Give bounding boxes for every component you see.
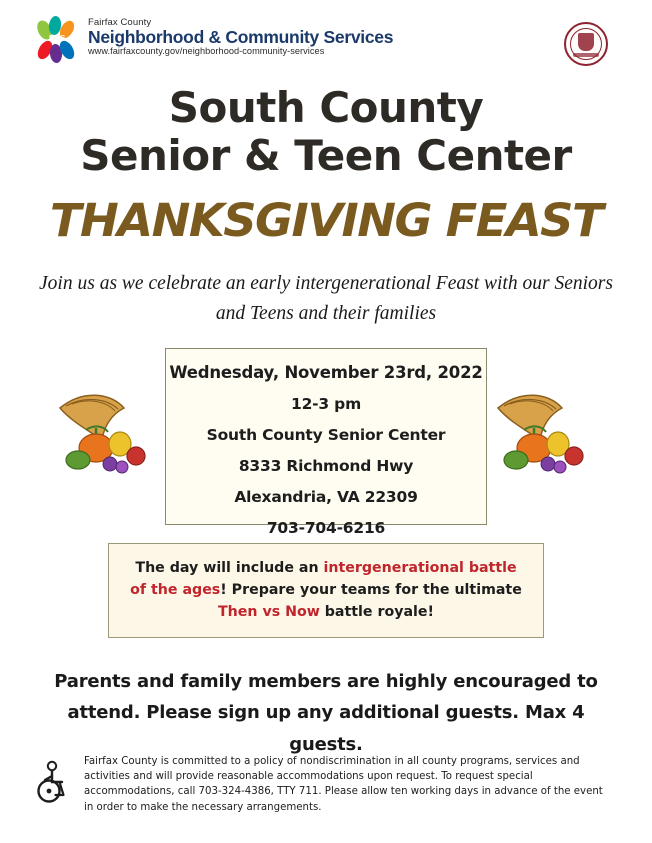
event-time: 12-3 pm: [290, 394, 362, 413]
page-title-line1: South County: [168, 83, 484, 132]
cornucopia-icon-left: [52, 386, 162, 478]
event-street-address: 8333 Richmond Hwy: [238, 456, 414, 475]
ncs-logo-icon: [36, 16, 82, 62]
wheelchair-accessible-icon: [30, 760, 70, 804]
logo-website-url: www.fairfaxcounty.gov/neighborhood-community-services: [88, 46, 325, 57]
document-header: [0, 0, 652, 78]
battle-highlight-2: Then vs Now: [218, 603, 320, 620]
nondiscrimination-notice: Fairfax County is committed to a policy of nondiscrimination in all county programs, services and activities and will provide reasonable accommodations upon request. To request special accommodations, call 703-324-4386, TTY 711. Please allow ten working days in advance of the event in order to make the necessary arrangements.: [84, 755, 603, 813]
battle-highlight-1: intergenerational battle of the ages: [130, 559, 517, 598]
event-venue: South County Senior Center: [206, 425, 446, 444]
battle-text-part1: The day will include an: [135, 559, 324, 576]
cornucopia-icon-right: [490, 386, 600, 478]
event-phone: 703-704-6216: [266, 518, 386, 537]
event-details-box: [165, 348, 487, 537]
battle-text-part2: ! Prepare your teams for the ultimate: [220, 581, 522, 598]
event-title: THANKSGIVING FEAST: [49, 194, 603, 248]
ncs-logo-mark-label: NCS: [49, 33, 66, 42]
battle-announcement-box: [108, 543, 544, 638]
page-title-line2: Senior & Teen Center: [80, 131, 572, 181]
event-city-state-zip: Alexandria, VA 22309: [234, 487, 418, 506]
attendance-note: Parents and family members are highly encouraged to attend. Please sign up any additional guests. Max 4 guests.: [54, 670, 598, 755]
document-footer: [0, 754, 652, 815]
logo-agency-parent: Fairfax County: [88, 17, 152, 28]
logo-agency-name: Neighborhood & Community Services: [88, 26, 394, 47]
county-seal-icon: [564, 22, 608, 66]
battle-text-part3: battle royale!: [319, 603, 434, 620]
event-date: Wednesday, November 23rd, 2022: [169, 362, 483, 382]
event-details-row: [0, 348, 652, 537]
ncs-logo: [36, 16, 393, 62]
event-subtitle: Join us as we celebrate an early intergenerational Feast with our Seniors and Teens and their families: [39, 273, 613, 325]
